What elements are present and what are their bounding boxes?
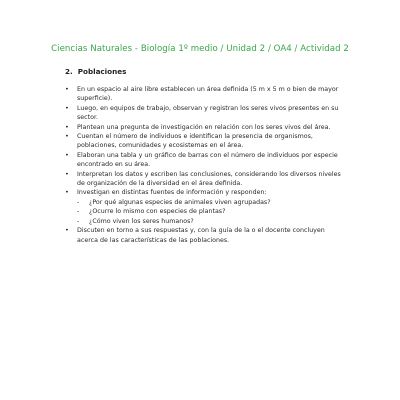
list-item-text: En un espacio al aire libre establecen un área definida (5 m x 5 m o bien de mayor superficie). <box>77 86 339 103</box>
sub-list-item-text: ¿Ocurre lo mismo con especies de plantas? <box>89 208 226 216</box>
sub-list-item <box>77 207 347 216</box>
activity-list <box>63 85 347 245</box>
dash-icon: - <box>77 198 80 206</box>
list-item-text: Luego, en equipos de trabajo, observan y registran los seres vivos presentes en su sector. <box>77 104 339 122</box>
dash-icon: - <box>77 217 80 225</box>
list-item <box>63 123 347 132</box>
list-item-text: Elaboran una tabla y un gráfico de barras con el número de individuos por especie encontrado en su área. <box>77 151 338 169</box>
bullet-icon: • <box>65 132 69 141</box>
list-item-text: Discuten en torno a sus respuestas y, con la guía de la o el docente concluyen acerca de las características de las poblaciones. <box>77 227 325 244</box>
sub-list-item-text: ¿Por qué algunas especies de animales viven agrupadas? <box>89 198 271 206</box>
bullet-icon: • <box>65 85 69 93</box>
list-item-text: Interpretan los datos y escriben las conclusiones, considerando los diversos niveles de organización de la diversidad en el área definida. <box>77 170 341 188</box>
sub-list-item <box>77 217 347 226</box>
list-item <box>63 188 347 226</box>
bullet-icon: • <box>65 188 69 197</box>
document-header: Ciencias Naturales - Biología 1º medio / Unidad 2 / OA4 / Actividad 2 <box>51 44 349 54</box>
list-item <box>63 85 347 104</box>
section-title: Poblaciones <box>77 67 127 76</box>
list-item <box>63 170 347 189</box>
question-sublist <box>77 198 347 226</box>
list-item <box>63 226 347 245</box>
list-item-text: Investigan en distintas fuentes de información y responden: <box>77 189 267 197</box>
list-item <box>63 151 347 170</box>
sub-list-item-text: ¿Cómo viven los seres humanos? <box>89 217 194 225</box>
list-item-text: Cuentan el número de individuos e identifican la presencia de organismos, poblaciones, comunidades y ecosistemas en el área. <box>77 133 313 150</box>
list-item <box>63 104 347 123</box>
dash-icon: - <box>77 208 80 216</box>
sub-list-item <box>77 198 347 207</box>
bullet-icon: • <box>65 150 69 159</box>
bullet-icon: • <box>65 103 69 112</box>
bullet-icon: • <box>65 169 69 178</box>
list-item <box>63 132 347 151</box>
bullet-icon: • <box>65 226 69 235</box>
list-item-text: Plantean una pregunta de investigación en relación con los seres vivos del área. <box>77 123 331 131</box>
section-number: 2. <box>65 67 73 76</box>
section-heading <box>65 67 126 76</box>
bullet-icon: • <box>65 122 69 131</box>
